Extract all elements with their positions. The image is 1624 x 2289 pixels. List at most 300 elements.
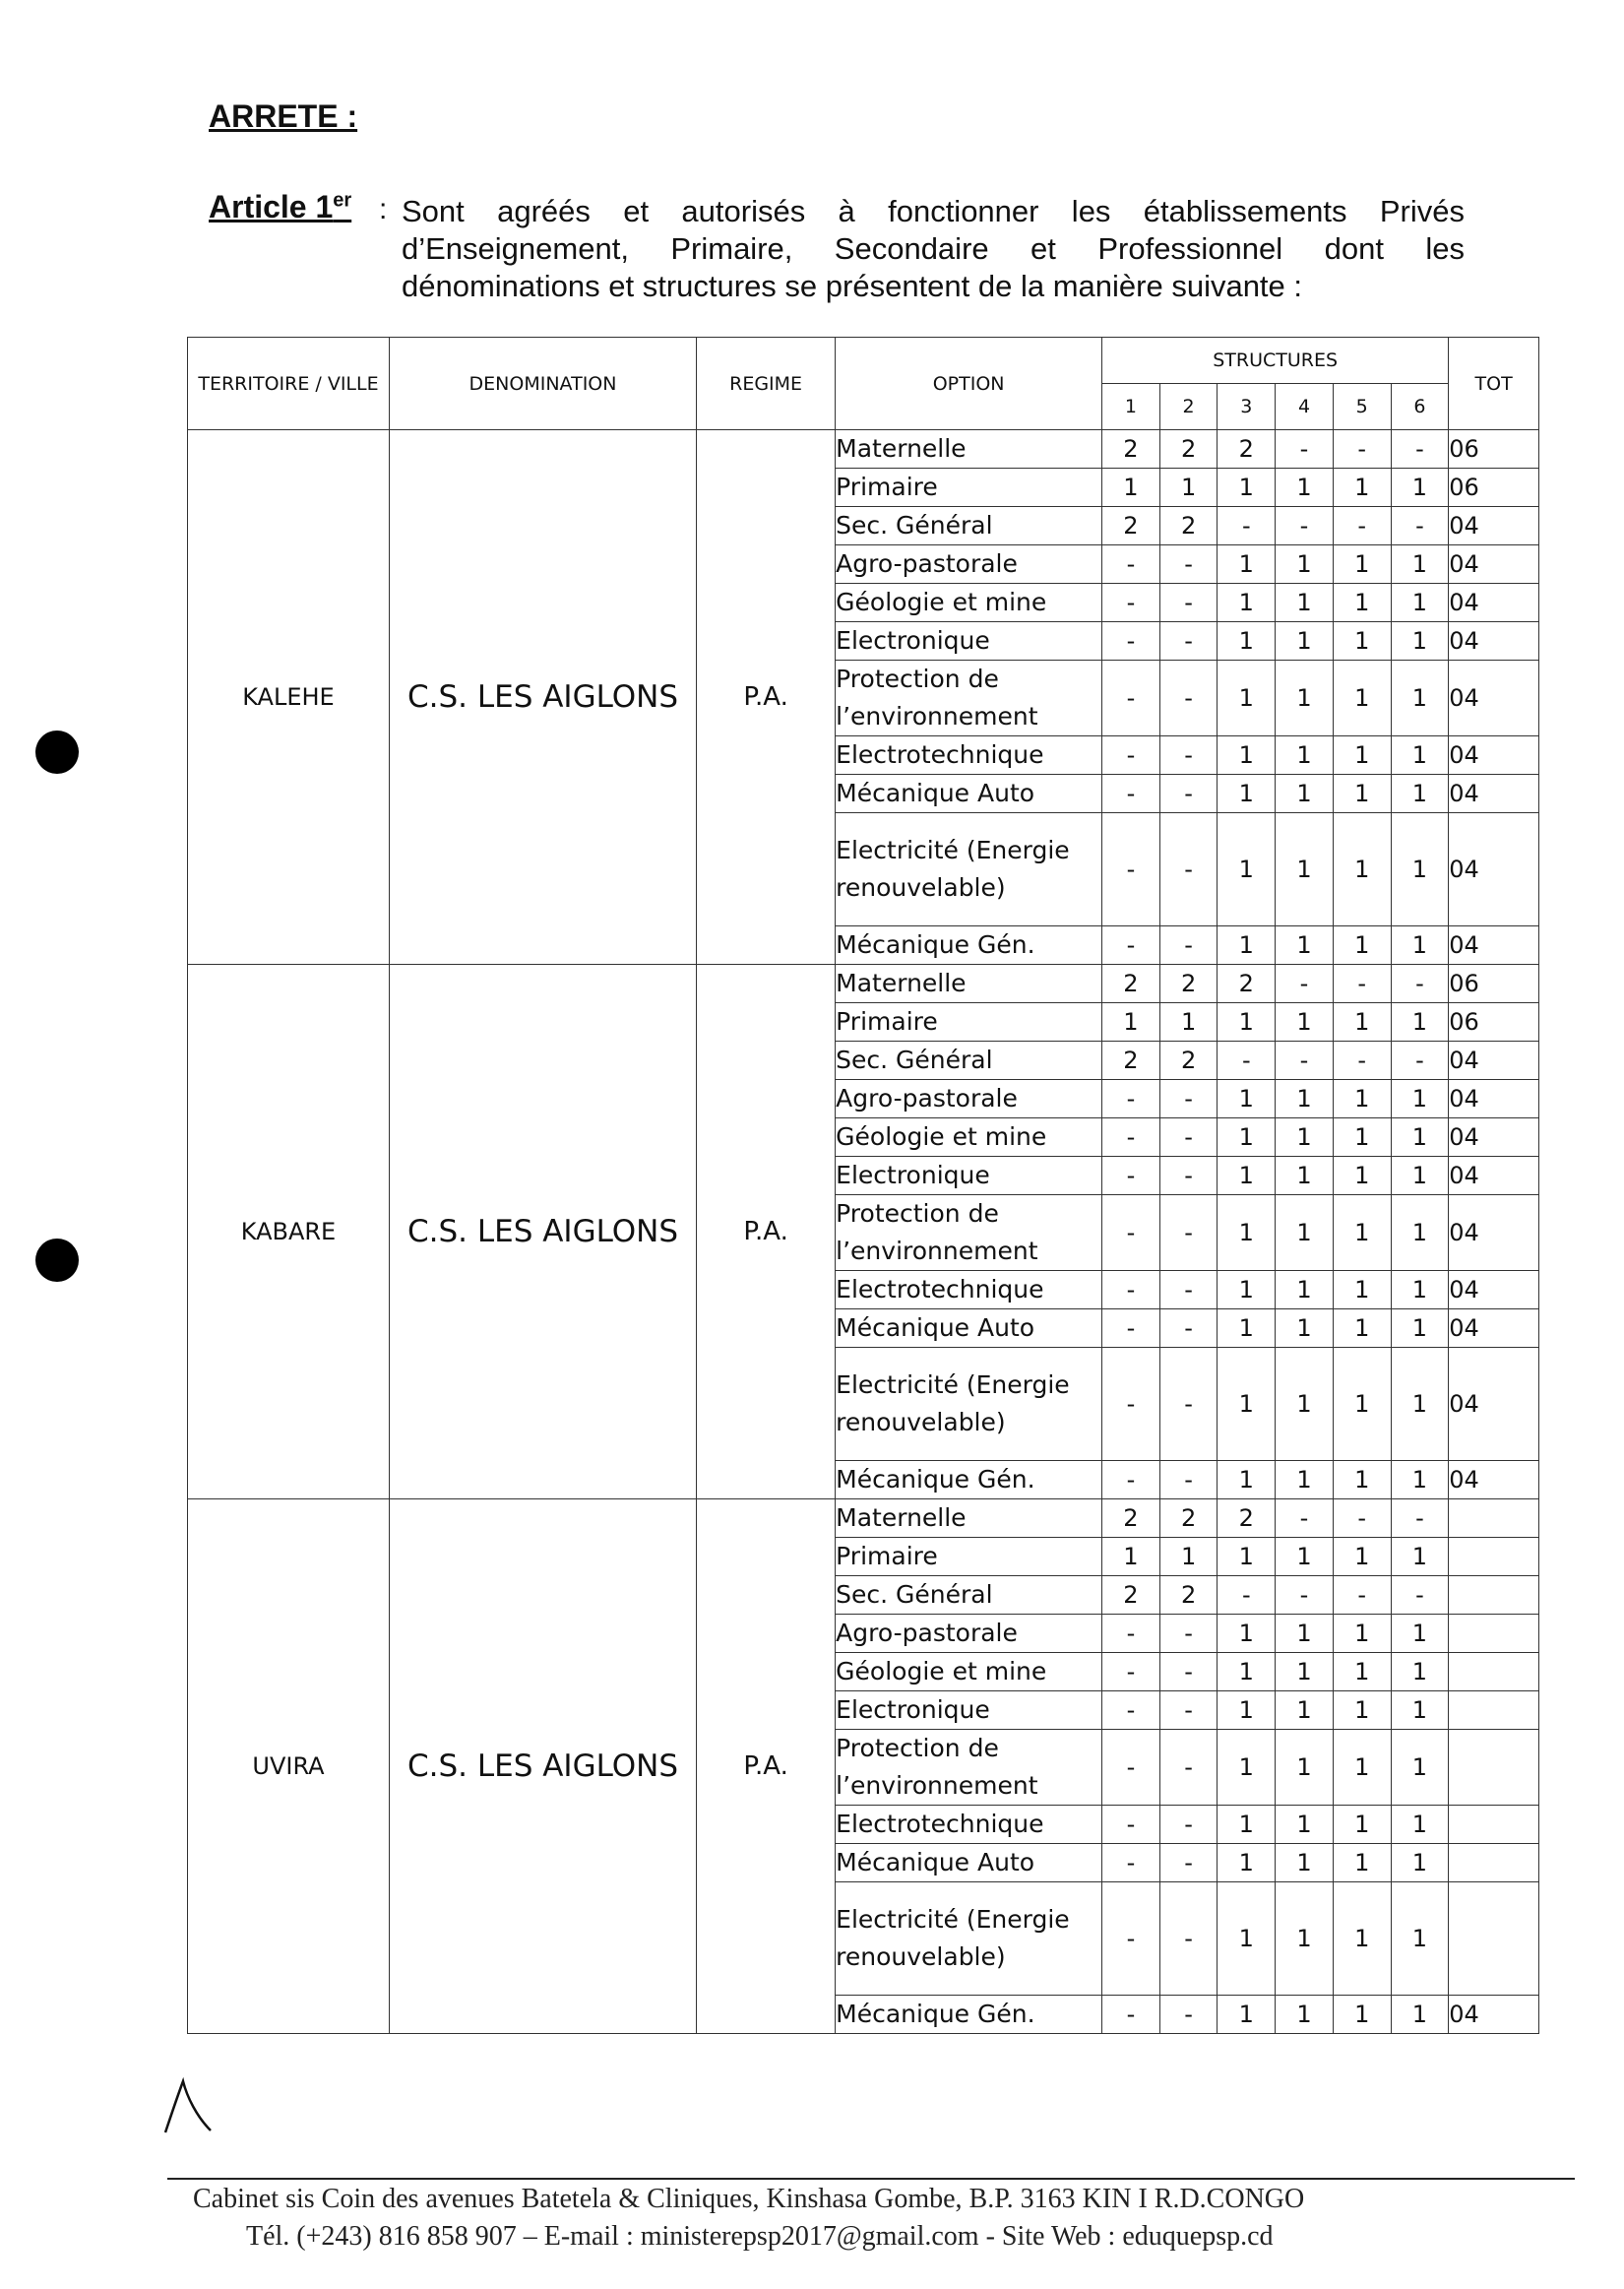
structure-value-cell: 1: [1333, 1348, 1391, 1461]
structure-value-cell: 1: [1218, 1348, 1276, 1461]
option-cell: Protection de l’environnement: [836, 1195, 1102, 1271]
option-cell: Mécanique Gén.: [836, 1461, 1102, 1499]
structure-value-cell: -: [1159, 1348, 1218, 1461]
structure-value-cell: 2: [1159, 965, 1218, 1003]
structure-value-cell: 1: [1276, 1615, 1334, 1653]
structure-value-cell: -: [1218, 1576, 1276, 1615]
structure-value-cell: 1: [1218, 775, 1276, 813]
total-cell: 04: [1449, 584, 1539, 622]
total-cell: [1449, 1844, 1539, 1882]
total-cell: 04: [1449, 1996, 1539, 2034]
structure-value-cell: 1: [1333, 1844, 1391, 1882]
structure-value-cell: -: [1102, 1157, 1160, 1195]
structure-value-cell: 1: [1391, 1538, 1449, 1576]
structure-value-cell: -: [1333, 965, 1391, 1003]
total-cell: 04: [1449, 661, 1539, 736]
structure-value-cell: 2: [1102, 507, 1160, 545]
header-tot: TOT: [1449, 338, 1539, 430]
option-cell: Géologie et mine: [836, 1118, 1102, 1157]
header-structure-2: 2: [1159, 384, 1218, 430]
structure-value-cell: 1: [1391, 775, 1449, 813]
structure-value-cell: 1: [1276, 1882, 1334, 1996]
structure-value-cell: 1: [1159, 1003, 1218, 1042]
structure-value-cell: -: [1391, 507, 1449, 545]
structure-value-cell: 1: [1276, 926, 1334, 965]
header-structure-6: 6: [1391, 384, 1449, 430]
structure-value-cell: 1: [1218, 1118, 1276, 1157]
structure-value-cell: -: [1159, 584, 1218, 622]
structure-value-cell: -: [1102, 813, 1160, 926]
header-structure-5: 5: [1333, 384, 1391, 430]
option-cell: Electricité (Energie renouvelable): [836, 1348, 1102, 1461]
article-label: [209, 189, 351, 225]
structure-value-cell: 2: [1218, 1499, 1276, 1538]
structure-value-cell: 1: [1333, 1538, 1391, 1576]
regime-cell: P.A.: [697, 965, 836, 1499]
structure-value-cell: 1: [1333, 1461, 1391, 1499]
structure-value-cell: -: [1102, 1309, 1160, 1348]
structure-value-cell: -: [1276, 430, 1334, 469]
structure-value-cell: 1: [1276, 1003, 1334, 1042]
option-cell: Electronique: [836, 1691, 1102, 1730]
structure-value-cell: -: [1391, 430, 1449, 469]
structure-value-cell: 1: [1391, 1118, 1449, 1157]
total-cell: 04: [1449, 926, 1539, 965]
table-body: [188, 430, 1539, 2034]
structure-value-cell: 1: [1276, 622, 1334, 661]
structure-value-cell: 2: [1159, 1576, 1218, 1615]
structure-value-cell: 1: [1391, 736, 1449, 775]
structure-value-cell: 2: [1159, 430, 1218, 469]
structure-value-cell: -: [1333, 1499, 1391, 1538]
option-cell: Mécanique Gén.: [836, 926, 1102, 965]
header-denomination: DENOMINATION: [389, 338, 696, 430]
option-cell: Primaire: [836, 1003, 1102, 1042]
structure-value-cell: -: [1102, 1348, 1160, 1461]
structure-value-cell: 1: [1218, 1653, 1276, 1691]
structure-value-cell: 1: [1391, 926, 1449, 965]
total-cell: 04: [1449, 1080, 1539, 1118]
structure-value-cell: 1: [1276, 736, 1334, 775]
structure-value-cell: 1: [1218, 469, 1276, 507]
structure-value-cell: 1: [1218, 1730, 1276, 1806]
structure-value-cell: 1: [1102, 469, 1160, 507]
structure-value-cell: -: [1102, 1615, 1160, 1653]
structure-value-cell: 1: [1391, 1348, 1449, 1461]
table-row: [188, 1499, 1539, 1538]
structure-value-cell: -: [1102, 926, 1160, 965]
article-label-sup: er: [333, 189, 352, 212]
structure-value-cell: -: [1102, 1691, 1160, 1730]
structure-value-cell: 1: [1276, 469, 1334, 507]
total-cell: [1449, 1691, 1539, 1730]
structure-value-cell: 1: [1333, 1003, 1391, 1042]
structure-value-cell: -: [1276, 507, 1334, 545]
structure-value-cell: 1: [1391, 469, 1449, 507]
option-cell: Maternelle: [836, 1499, 1102, 1538]
total-cell: 04: [1449, 1195, 1539, 1271]
structure-value-cell: -: [1159, 1157, 1218, 1195]
structure-value-cell: 1: [1276, 1309, 1334, 1348]
header-territoire: TERRITOIRE / VILLE: [188, 338, 390, 430]
structure-value-cell: 1: [1276, 813, 1334, 926]
structure-value-cell: -: [1102, 661, 1160, 736]
option-cell: Sec. Général: [836, 1042, 1102, 1080]
total-cell: 04: [1449, 545, 1539, 584]
structure-value-cell: 1: [1333, 1615, 1391, 1653]
total-cell: 06: [1449, 1003, 1539, 1042]
header-structures: STRUCTURES: [1102, 338, 1449, 384]
denomination-cell: C.S. LES AIGLONS: [389, 430, 696, 965]
option-cell: Primaire: [836, 1538, 1102, 1576]
structure-value-cell: -: [1159, 1844, 1218, 1882]
structure-value-cell: 1: [1391, 813, 1449, 926]
structure-value-cell: -: [1333, 1042, 1391, 1080]
structure-value-cell: -: [1159, 545, 1218, 584]
structure-value-cell: 1: [1333, 584, 1391, 622]
structure-value-cell: 1: [1391, 1844, 1449, 1882]
structure-value-cell: -: [1102, 622, 1160, 661]
structure-value-cell: 1: [1391, 1157, 1449, 1195]
structure-value-cell: 1: [1102, 1538, 1160, 1576]
structure-value-cell: 1: [1333, 469, 1391, 507]
structure-value-cell: 1: [1333, 1271, 1391, 1309]
structure-value-cell: 2: [1102, 1499, 1160, 1538]
structure-value-cell: -: [1218, 507, 1276, 545]
structure-value-cell: -: [1391, 1576, 1449, 1615]
structure-value-cell: 2: [1102, 430, 1160, 469]
header-regime: REGIME: [697, 338, 836, 430]
structure-value-cell: 1: [1333, 1118, 1391, 1157]
structure-value-cell: 2: [1102, 1042, 1160, 1080]
total-cell: 04: [1449, 1042, 1539, 1080]
structure-value-cell: -: [1159, 1996, 1218, 2034]
structure-value-cell: 1: [1333, 545, 1391, 584]
structure-value-cell: 1: [1218, 1003, 1276, 1042]
binder-hole-icon: [35, 731, 79, 774]
option-cell: Sec. Général: [836, 507, 1102, 545]
regime-cell: P.A.: [697, 430, 836, 965]
structure-value-cell: 1: [1218, 661, 1276, 736]
structure-value-cell: -: [1159, 622, 1218, 661]
territory-cell: KALEHE: [188, 430, 390, 965]
structure-value-cell: 1: [1102, 1003, 1160, 1042]
structure-value-cell: 1: [1218, 1806, 1276, 1844]
structure-value-cell: 1: [1218, 926, 1276, 965]
structure-value-cell: 1: [1218, 1882, 1276, 1996]
structure-value-cell: 1: [1391, 622, 1449, 661]
structure-value-cell: 1: [1391, 1730, 1449, 1806]
structure-value-cell: 1: [1276, 584, 1334, 622]
total-cell: 06: [1449, 965, 1539, 1003]
binder-hole-icon: [35, 1239, 79, 1282]
structure-value-cell: 1: [1218, 1157, 1276, 1195]
structure-value-cell: -: [1391, 965, 1449, 1003]
structure-value-cell: 1: [1276, 775, 1334, 813]
option-cell: Sec. Général: [836, 1576, 1102, 1615]
territory-cell: KABARE: [188, 965, 390, 1499]
structure-value-cell: 1: [1333, 1730, 1391, 1806]
structure-value-cell: 1: [1333, 1309, 1391, 1348]
header-structure-4: 4: [1276, 384, 1334, 430]
structure-value-cell: 1: [1218, 1844, 1276, 1882]
article-label-text: Article 1: [209, 189, 334, 224]
structure-value-cell: -: [1102, 1080, 1160, 1118]
structure-value-cell: 1: [1218, 1615, 1276, 1653]
structure-value-cell: 1: [1276, 1195, 1334, 1271]
denomination-cell: C.S. LES AIGLONS: [389, 1499, 696, 2034]
structure-value-cell: 1: [1391, 1461, 1449, 1499]
footer-contact: Tél. (+243) 816 858 907 – E-mail : ministerepsp2017@gmail.com - Site Web : eduquepsp.cd: [246, 2221, 1274, 2252]
structure-value-cell: 2: [1159, 1042, 1218, 1080]
structure-value-cell: 1: [1391, 1615, 1449, 1653]
option-cell: Electrotechnique: [836, 736, 1102, 775]
total-cell: 04: [1449, 736, 1539, 775]
option-cell: Géologie et mine: [836, 1653, 1102, 1691]
option-cell: Mécanique Gén.: [836, 1996, 1102, 2034]
structure-value-cell: 2: [1218, 965, 1276, 1003]
structure-value-cell: 1: [1218, 813, 1276, 926]
article-text: Sont agréés et autorisés à fonctionner les établissements Privés d’Enseignement, Primaire, Secondaire et Professionnel dont les dénominations et structures se présentent de la manière suivante :: [402, 194, 1465, 303]
structure-value-cell: 1: [1159, 1538, 1218, 1576]
total-cell: [1449, 1653, 1539, 1691]
structure-value-cell: -: [1218, 1042, 1276, 1080]
total-cell: 04: [1449, 1271, 1539, 1309]
structure-value-cell: 1: [1333, 926, 1391, 965]
total-cell: 04: [1449, 507, 1539, 545]
structure-value-cell: 1: [1218, 1195, 1276, 1271]
structure-value-cell: 1: [1391, 1309, 1449, 1348]
structure-value-cell: -: [1333, 507, 1391, 545]
structure-value-cell: 1: [1333, 1653, 1391, 1691]
structure-value-cell: -: [1159, 1309, 1218, 1348]
structure-value-cell: -: [1102, 1882, 1160, 1996]
structure-value-cell: 1: [1276, 1806, 1334, 1844]
structure-value-cell: 1: [1333, 1806, 1391, 1844]
option-cell: Electrotechnique: [836, 1271, 1102, 1309]
structure-value-cell: 1: [1333, 1996, 1391, 2034]
structure-value-cell: -: [1159, 1653, 1218, 1691]
structure-value-cell: 1: [1391, 1195, 1449, 1271]
structure-value-cell: -: [1276, 1576, 1334, 1615]
structure-value-cell: 1: [1218, 1461, 1276, 1499]
article-colon: :: [379, 193, 388, 225]
structure-value-cell: 1: [1218, 1538, 1276, 1576]
structure-value-cell: 1: [1218, 1080, 1276, 1118]
option-cell: Agro-pastorale: [836, 1080, 1102, 1118]
structure-value-cell: 1: [1391, 1806, 1449, 1844]
structures-table: [187, 337, 1539, 2034]
structure-value-cell: 1: [1276, 1844, 1334, 1882]
structure-value-cell: 1: [1218, 1691, 1276, 1730]
total-cell: [1449, 1576, 1539, 1615]
structure-value-cell: 1: [1159, 469, 1218, 507]
structure-value-cell: -: [1102, 1461, 1160, 1499]
structure-value-cell: -: [1102, 775, 1160, 813]
structure-value-cell: -: [1159, 1615, 1218, 1653]
total-cell: 04: [1449, 1118, 1539, 1157]
structure-value-cell: 2: [1159, 507, 1218, 545]
structure-value-cell: -: [1102, 1118, 1160, 1157]
structure-value-cell: 1: [1333, 1080, 1391, 1118]
structure-value-cell: -: [1159, 1195, 1218, 1271]
structure-value-cell: 2: [1218, 430, 1276, 469]
structure-value-cell: -: [1159, 1118, 1218, 1157]
option-cell: Maternelle: [836, 430, 1102, 469]
structure-value-cell: -: [1333, 1576, 1391, 1615]
structure-value-cell: 1: [1391, 661, 1449, 736]
structure-value-cell: 1: [1218, 1271, 1276, 1309]
structure-value-cell: 1: [1333, 813, 1391, 926]
structure-value-cell: 2: [1102, 1576, 1160, 1615]
structure-value-cell: 1: [1276, 1691, 1334, 1730]
footer-divider: [167, 2178, 1575, 2180]
structure-value-cell: 1: [1276, 1996, 1334, 2034]
structure-value-cell: 2: [1102, 965, 1160, 1003]
structure-value-cell: -: [1159, 1882, 1218, 1996]
structure-value-cell: -: [1102, 1653, 1160, 1691]
structure-value-cell: 1: [1276, 1271, 1334, 1309]
structure-value-cell: 1: [1391, 1691, 1449, 1730]
total-cell: 06: [1449, 469, 1539, 507]
regime-cell: P.A.: [697, 1499, 836, 2034]
structure-value-cell: 1: [1391, 1080, 1449, 1118]
total-cell: 04: [1449, 622, 1539, 661]
structure-value-cell: -: [1391, 1042, 1449, 1080]
table-header: [188, 338, 1539, 430]
structure-value-cell: 1: [1391, 1003, 1449, 1042]
structure-value-cell: 1: [1276, 1538, 1334, 1576]
structure-value-cell: -: [1276, 1499, 1334, 1538]
structure-value-cell: 1: [1333, 661, 1391, 736]
total-cell: [1449, 1499, 1539, 1538]
structure-value-cell: -: [1159, 1080, 1218, 1118]
structure-value-cell: 1: [1218, 622, 1276, 661]
structure-value-cell: 1: [1333, 1691, 1391, 1730]
structure-value-cell: -: [1159, 926, 1218, 965]
structure-value-cell: -: [1333, 430, 1391, 469]
structure-value-cell: 1: [1391, 584, 1449, 622]
structure-value-cell: -: [1159, 775, 1218, 813]
structure-value-cell: 1: [1333, 1195, 1391, 1271]
structure-value-cell: 1: [1276, 1730, 1334, 1806]
option-cell: Mécanique Auto: [836, 1309, 1102, 1348]
structure-value-cell: 1: [1218, 1996, 1276, 2034]
option-cell: Electricité (Energie renouvelable): [836, 813, 1102, 926]
structure-value-cell: 1: [1218, 584, 1276, 622]
total-cell: [1449, 1538, 1539, 1576]
option-cell: Protection de l’environnement: [836, 1730, 1102, 1806]
option-cell: Protection de l’environnement: [836, 661, 1102, 736]
structure-value-cell: 1: [1333, 622, 1391, 661]
total-cell: [1449, 1806, 1539, 1844]
option-cell: Agro-pastorale: [836, 1615, 1102, 1653]
option-cell: Primaire: [836, 469, 1102, 507]
structure-value-cell: 1: [1276, 1461, 1334, 1499]
option-cell: Mécanique Auto: [836, 775, 1102, 813]
header-structure-3: 3: [1218, 384, 1276, 430]
structure-value-cell: 1: [1391, 545, 1449, 584]
structure-value-cell: -: [1102, 1806, 1160, 1844]
structure-value-cell: -: [1276, 1042, 1334, 1080]
structure-value-cell: -: [1391, 1499, 1449, 1538]
option-cell: Mécanique Auto: [836, 1844, 1102, 1882]
option-cell: Géologie et mine: [836, 584, 1102, 622]
structure-value-cell: 1: [1276, 1348, 1334, 1461]
option-cell: Electricité (Energie renouvelable): [836, 1882, 1102, 1996]
structure-value-cell: -: [1159, 661, 1218, 736]
option-cell: Electronique: [836, 1157, 1102, 1195]
structure-value-cell: -: [1159, 1271, 1218, 1309]
option-cell: Electrotechnique: [836, 1806, 1102, 1844]
header-option: OPTION: [836, 338, 1102, 430]
arrete-heading: ARRETE :: [209, 98, 358, 134]
table-row: [188, 965, 1539, 1003]
total-cell: [1449, 1730, 1539, 1806]
structure-value-cell: 1: [1276, 661, 1334, 736]
total-cell: 04: [1449, 1348, 1539, 1461]
structure-value-cell: -: [1159, 1691, 1218, 1730]
structure-value-cell: -: [1102, 736, 1160, 775]
header-row: [188, 338, 1539, 384]
denomination-cell: C.S. LES AIGLONS: [389, 965, 696, 1499]
total-cell: 04: [1449, 1157, 1539, 1195]
signature-mark-icon: [157, 2075, 217, 2134]
table-row: [188, 430, 1539, 469]
structure-value-cell: -: [1159, 1806, 1218, 1844]
structure-value-cell: -: [1102, 1844, 1160, 1882]
structure-value-cell: 1: [1333, 1882, 1391, 1996]
structure-value-cell: -: [1102, 1271, 1160, 1309]
structure-value-cell: 1: [1276, 545, 1334, 584]
structure-value-cell: -: [1102, 584, 1160, 622]
total-cell: 04: [1449, 775, 1539, 813]
structure-value-cell: 1: [1218, 1309, 1276, 1348]
header-structure-1: 1: [1102, 384, 1160, 430]
structure-value-cell: -: [1102, 545, 1160, 584]
total-cell: 04: [1449, 1461, 1539, 1499]
option-cell: Agro-pastorale: [836, 545, 1102, 584]
total-cell: 06: [1449, 430, 1539, 469]
structure-value-cell: -: [1159, 813, 1218, 926]
structure-value-cell: 1: [1218, 545, 1276, 584]
footer-address: Cabinet sis Coin des avenues Batetela & Cliniques, Kinshasa Gombe, B.P. 3163 KIN I R.D.CONGO: [193, 2184, 1305, 2214]
total-cell: [1449, 1882, 1539, 1996]
option-cell: Electronique: [836, 622, 1102, 661]
total-cell: [1449, 1615, 1539, 1653]
total-cell: 04: [1449, 813, 1539, 926]
structure-value-cell: 1: [1218, 736, 1276, 775]
structure-value-cell: 1: [1391, 1653, 1449, 1691]
structure-value-cell: 1: [1276, 1157, 1334, 1195]
structure-value-cell: 2: [1159, 1499, 1218, 1538]
structure-value-cell: 1: [1276, 1118, 1334, 1157]
structure-value-cell: 1: [1333, 775, 1391, 813]
structure-value-cell: 1: [1333, 736, 1391, 775]
territory-cell: UVIRA: [188, 1499, 390, 2034]
total-cell: 04: [1449, 1309, 1539, 1348]
structure-value-cell: 1: [1391, 1271, 1449, 1309]
structure-value-cell: -: [1102, 1996, 1160, 2034]
structure-value-cell: -: [1276, 965, 1334, 1003]
option-cell: Maternelle: [836, 965, 1102, 1003]
structure-value-cell: 1: [1276, 1653, 1334, 1691]
structure-value-cell: -: [1159, 1461, 1218, 1499]
structure-value-cell: 1: [1391, 1996, 1449, 2034]
structure-value-cell: 1: [1276, 1080, 1334, 1118]
structure-value-cell: -: [1102, 1730, 1160, 1806]
structure-value-cell: 1: [1333, 1157, 1391, 1195]
